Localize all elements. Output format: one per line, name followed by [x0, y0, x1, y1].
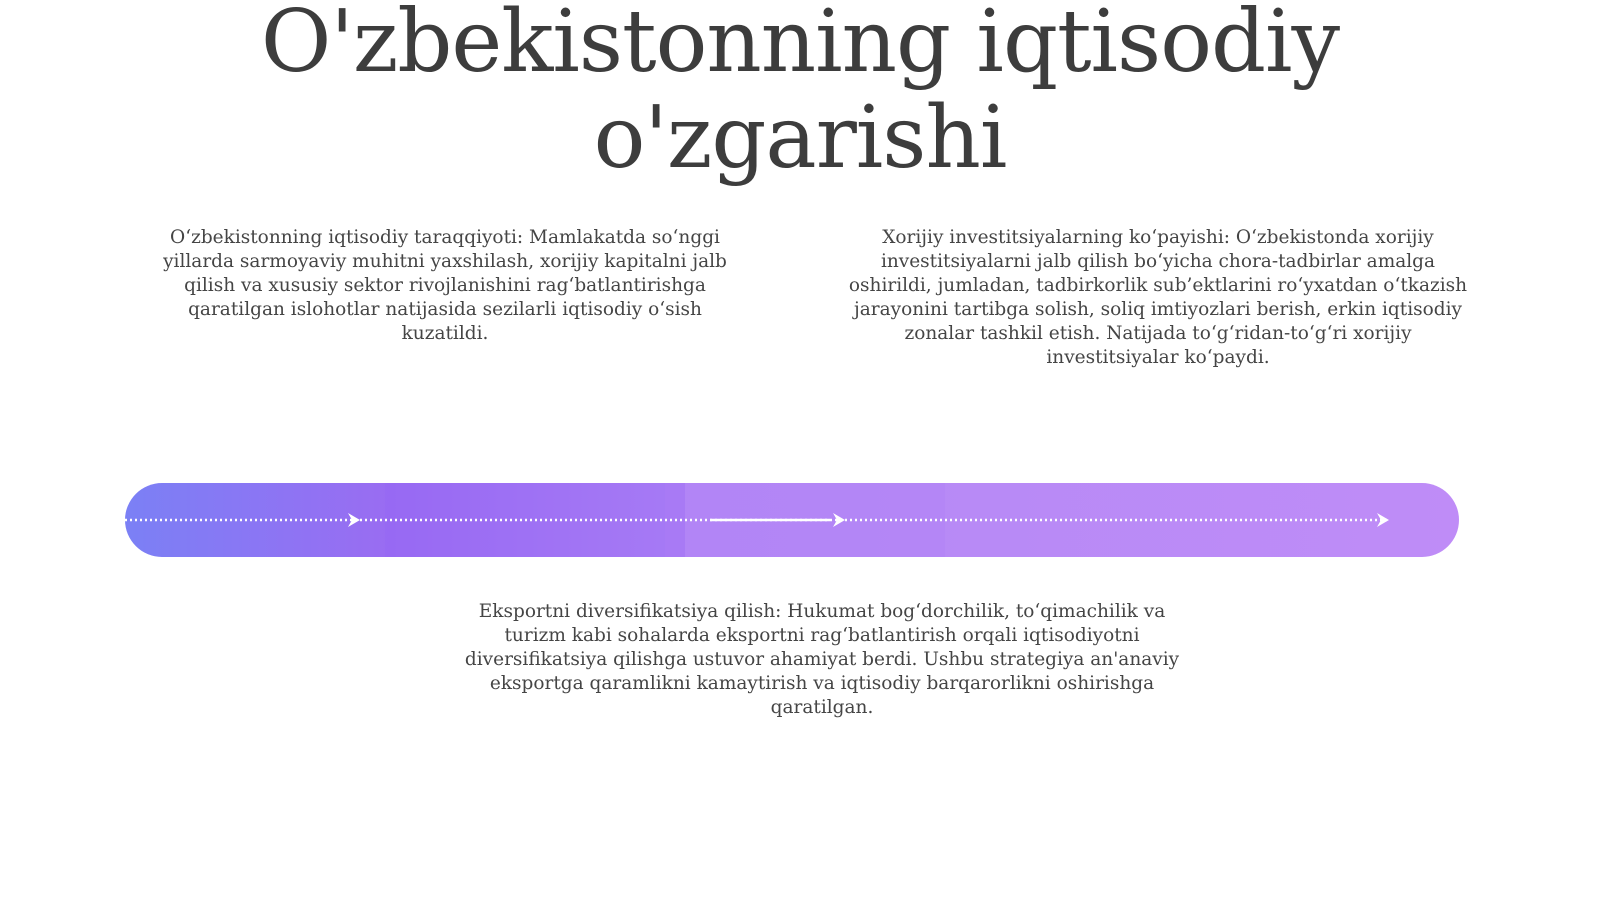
text-block-foreign-investment: Xorijiy investitsiyalarning ko‘payishi: O‘zbekistonda xorijiy investitsiyalarni jalb qilish bo‘yicha chora-tadbirlar amalga oshirildi, jumladan, tadbirkorlik sub’ektlarini ro‘yxatdan o‘tkazish jarayonini tartibga solish, soliq imtiyozlari berish, erkin iqtisodiy zonalar tashkil etish. Natijada to‘g‘ridan-to‘g‘ri xorijiy investitsiyalar ko‘paydi.	[848, 227, 1468, 368]
page-title: O'zbekistonning iqtisodiy o'zgarishi	[260, 0, 1340, 188]
text-block-economic-development: O‘zbekistonning iqtisodiy taraqqiyoti: Mamlakatda so‘nggi yillarda sarmoyaviy muhitni yaxshilash, xorijiy kapitalni jalb qilish va xususiy sektor rivojlanishini rag‘batlantirishga qaratilgan islohotlar natijasida sezilarli iqtisodiy o‘sish kuzatildi.	[163, 227, 727, 344]
timeline-graphic	[125, 483, 1459, 557]
timeline-bar	[125, 483, 1459, 557]
text-block-export-diversification: Eksportni diversifikatsiya qilish: Hukumat bog‘dorchilik, to‘qimachilik va turizm kabi sohalarda eksportni rag‘batlantirish orqali iqtisodiyotni diversifikatsiya qilishga ustuvor ahamiyat berdi. Ushbu strategiya an'anaviy eksportga qaramlikni kamaytirish va iqtisodiy barqarorlikni oshirishga qaratilgan.	[464, 601, 1180, 718]
